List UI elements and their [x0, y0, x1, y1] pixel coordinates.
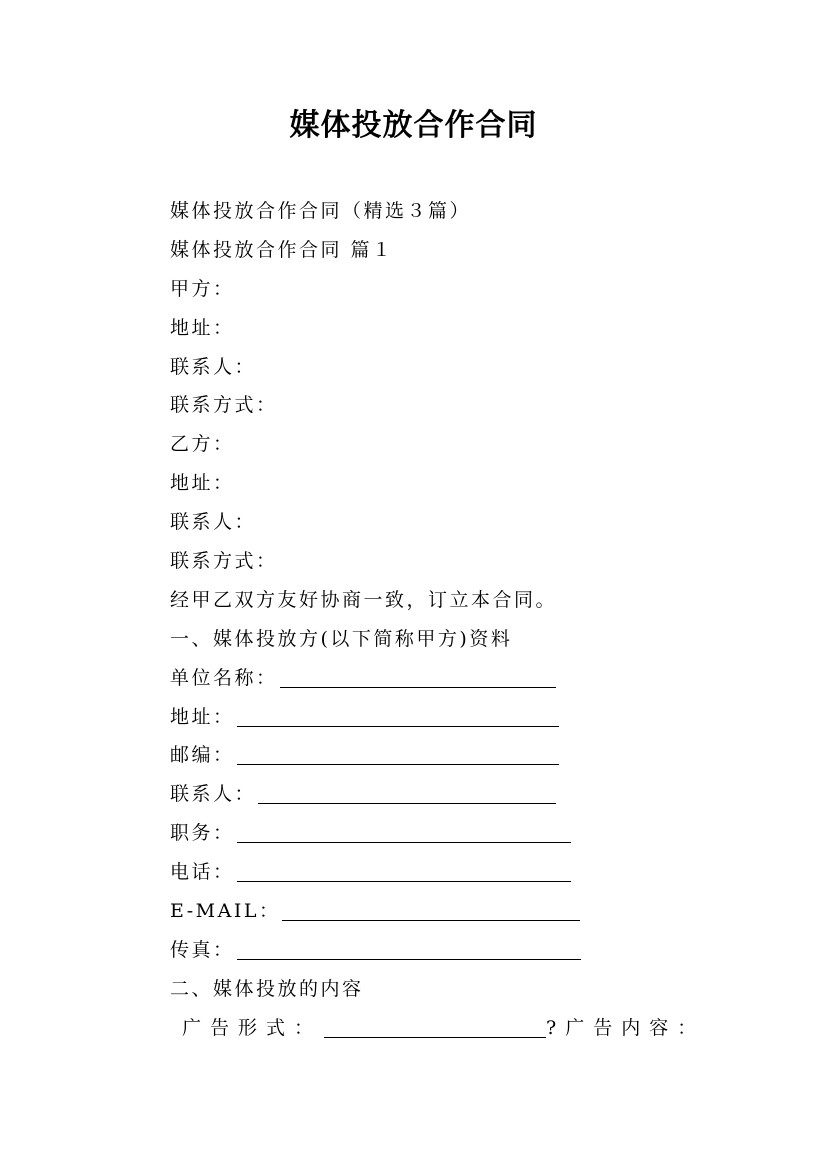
ad-row	[170, 1011, 730, 1050]
email-label: E-MAIL：	[170, 900, 281, 923]
contact-row	[170, 777, 730, 816]
contact-label: 联系人：	[170, 783, 257, 806]
document-subtitle: 媒体投放合作合同（精选３篇）	[170, 200, 472, 222]
party-b-label: 乙方：	[170, 433, 235, 456]
party-a-address-label: 地址：	[170, 316, 235, 339]
party-b-address-label: 地址：	[170, 472, 235, 495]
postcode-label: 邮编：	[170, 744, 235, 767]
phone-label: 电话：	[170, 861, 235, 884]
position-row	[170, 816, 730, 855]
document-body	[170, 194, 730, 1050]
position-label: 职务：	[170, 822, 235, 845]
email-blank	[282, 900, 580, 921]
party-a-contact-label: 联系人：	[170, 355, 257, 378]
ad-content-label: ?广告内容：	[546, 1016, 706, 1039]
email-row	[170, 894, 730, 933]
party-a-label: 甲方：	[170, 277, 235, 300]
postcode-row	[170, 738, 730, 777]
contact-blank	[258, 783, 556, 804]
unit-name-row	[170, 661, 730, 700]
section-two-heading: 二、媒体投放的内容	[170, 977, 364, 1000]
address-blank	[237, 706, 559, 727]
unit-name-blank	[280, 667, 556, 688]
phone-row	[170, 855, 730, 894]
part-heading: 媒体投放合作合同 篇１	[170, 238, 394, 261]
fax-blank	[237, 939, 581, 960]
party-b-contact-label: 联系人：	[170, 511, 257, 534]
party-a-contact-method-label: 联系方式：	[170, 394, 278, 417]
agreement-statement: 经甲乙双方友好协商一致，订立本合同。	[170, 588, 558, 611]
unit-name-label: 单位名称：	[170, 666, 278, 689]
fax-label: 传真：	[170, 938, 235, 961]
address-label: 地址：	[170, 705, 235, 728]
phone-blank	[237, 861, 571, 882]
address-row	[170, 700, 730, 739]
ad-form-label: 广告形式：	[182, 1016, 323, 1039]
section-one-heading: 一、媒体投放方(以下简称甲方)资料	[170, 627, 513, 650]
position-blank	[237, 822, 571, 843]
document-title: 媒体投放合作合同	[289, 108, 538, 143]
party-b-contact-method-label: 联系方式：	[170, 550, 278, 573]
fax-row	[170, 933, 730, 972]
ad-form-blank	[324, 1017, 546, 1038]
postcode-blank	[237, 744, 559, 765]
